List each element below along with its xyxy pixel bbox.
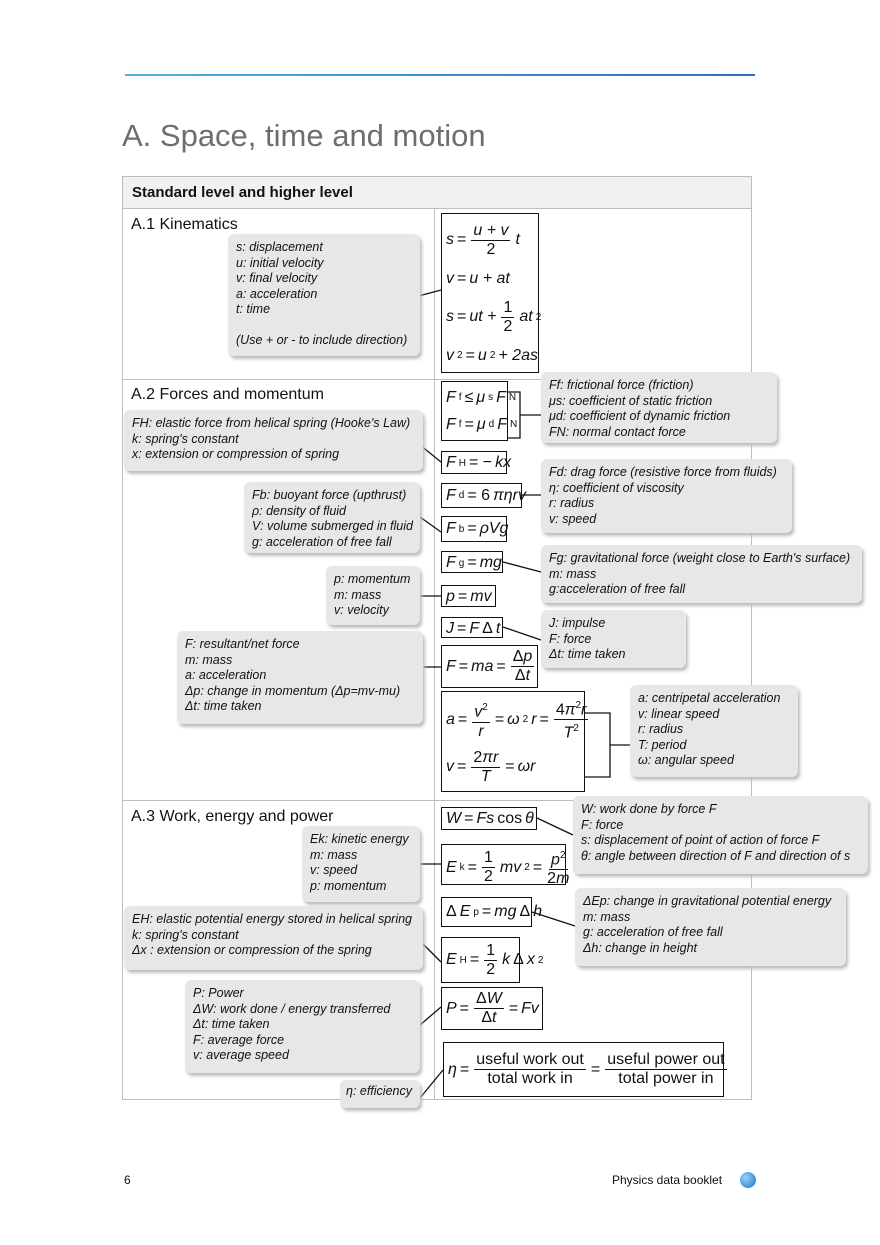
footer-title: Physics data booklet [612,1173,723,1187]
net-force-legend [177,631,423,724]
friction-equations: F f ≤ μ s F N F f = μ d F N [441,381,508,441]
legend-line: m: mass [549,566,597,581]
legend-line: g: acceleration of free fall [583,925,723,939]
legend-line: m: mass [583,909,631,924]
legend-line: k: spring's constant [132,431,239,446]
legend-line: FH: elastic force from helical spring (Hooke's Law) [132,416,411,430]
legend-line: η: coefficient of viscosity [549,480,684,495]
efficiency-equation: η = $\frac{\text{useful work out}}{\text{total work in}}$ = $\frac{\text{useful power out}}{\text{total power in}}$ [443,1042,724,1097]
newton-second-law-equation: F = ma = $\frac{\Delta p}{\Delta t}$ [441,645,538,688]
power-equation: P = $\frac{\Delta W}{\Delta t}$ = Fv [441,987,543,1030]
legend-line: μs: coefficient of static friction [549,393,713,408]
legend-line: Fg: gravitational force (weight close to Earth's surface) [549,551,851,565]
legend-line: Fb: buoyant force (upthrust) [252,488,407,502]
fraction-denominator: total power in [618,1070,714,1087]
legend-line: P: Power [193,986,244,1000]
section-a1-heading: A.1 Kinematics [131,216,238,233]
kinetic-energy-legend [302,826,420,902]
legend-line: θ: angle between direction of F and direction of s [581,848,851,863]
legend-line: m: mass [334,587,382,602]
gravitational-pe-equation: Δ E p = mg Δ h [441,897,532,927]
kinetic-energy-equation: E k = $\frac{1}{2}$ mv 2 = $\frac{p^2}{2m}$ [441,844,566,885]
gravity-legend [541,545,862,603]
impulse-legend [541,610,686,668]
legend-line: F: force [549,631,592,646]
legend-line: g:acceleration of free fall [549,582,686,596]
legend-line: Δh: change in height [583,940,698,955]
legend-line: (Use + or - to include direction) [236,332,408,347]
legend-line: J: impulse [549,616,606,630]
fraction-numerator: useful power out [607,1051,725,1068]
section-a2-heading: A.2 Forces and momentum [131,386,324,403]
legend-line: t: time [236,302,271,316]
legend-line: a: acceleration [236,286,318,301]
table-header: Standard level and higher level [122,176,752,209]
drag-legend [541,459,792,533]
legend-line: r: radius [549,496,595,510]
elastic-pe-legend [124,906,423,970]
legend-line: W: work done by force F [581,802,717,816]
legend-line: Δt: time taken [193,1017,270,1031]
legend-line: v: velocity [334,603,389,617]
header-rule [125,74,755,76]
legend-line: ΔEp: change in gravitational potential energy [583,894,832,908]
legend-line: x: extension or compression of spring [132,447,340,461]
legend-line: Δt: time taken [185,699,262,713]
legend-line: a: acceleration [185,668,267,682]
momentum-equation: p = mv [441,585,496,607]
legend-line: Δp: change in momentum (Δp=mv-mu) [185,683,401,698]
hooke-equation: F H = − kx [441,451,507,474]
legend-line: r: radius [638,722,684,736]
legend-line: Δt: time taken [549,647,626,661]
legend-line: ΔW: work done / energy transferred [193,1001,391,1016]
efficiency-legend [340,1080,420,1108]
legend-line: V: volume submerged in fluid [252,519,413,533]
work-equation: W = Fs cos θ [441,807,537,830]
legend-line: F: resultant/net force [185,637,300,651]
legend-line: p: momentum [334,572,411,586]
legend-line: s: displacement [236,240,323,254]
power-legend [185,980,420,1073]
fraction-denominator: total work in [487,1070,573,1087]
friction-legend [541,372,777,443]
impulse-equation: J = F Δ t [441,617,503,638]
legend-line: T: period [638,737,687,752]
ib-logo-icon [740,1172,756,1188]
legend-spacer [236,318,412,333]
legend-line: p: momentum [310,878,387,893]
legend-line: k: spring's constant [132,927,239,942]
section-a3-heading: A.3 Work, energy and power [131,808,334,825]
momentum-legend [326,566,420,625]
elastic-pe-equation: E H = $\frac{1}{2}$ k Δ x 2 [441,937,520,983]
legend-line: g: acceleration of free fall [252,534,392,549]
gravitational-pe-legend [575,888,846,966]
kinematics-legend [228,234,420,356]
hooke-legend [124,410,423,471]
page-number: 6 [124,1173,131,1187]
buoyancy-equation: F b = ρVg [441,516,507,542]
drag-equation: F d = 6 πηrv [441,483,522,508]
column-divider [434,209,435,1100]
legend-line: a: centripetal acceleration [638,691,781,705]
legend-line: v: final velocity [236,271,318,285]
kinematics-equations: s = $\frac{u + v}{2}$ t v = u + at s = ut + $\frac{1}{2}$ at 2 v 2 = u 2 + 2as [441,213,539,373]
legend-line: Δx : extension or compression of the spring [132,943,372,957]
legend-line: s: displacement of point of action of force F [581,833,820,847]
legend-line: m: mass [310,847,358,862]
legend-line: v: speed [310,863,358,877]
circular-motion-legend [630,685,798,777]
circular-motion-equations: a = $\frac{v^2}{r}$ = ω 2 r = $\frac{4\pi^2r}{T^2}$ v = $\frac{2\pi r}{T}$ = ωr [441,691,585,792]
legend-line: ω: angular speed [638,753,734,767]
legend-line: EH: elastic potential energy stored in helical spring [132,912,413,926]
legend-line: Fd: drag force (resistive force from fluids) [549,465,777,479]
legend-line: v: average speed [193,1048,289,1062]
legend-line: FN: normal contact force [549,424,686,439]
legend-line: Ff: frictional force (friction) [549,378,694,392]
work-legend [573,796,868,874]
fraction-numerator: useful work out [476,1051,584,1068]
legend-line: Ek: kinetic energy [310,832,409,846]
legend-line: m: mass [185,652,233,667]
legend-line: F: force [581,817,624,832]
page-title: A. Space, time and motion [122,118,486,153]
legend-line: μd: coefficient of dynamic friction [549,409,731,423]
legend-line: u: initial velocity [236,255,324,270]
legend-line: η: efficiency [346,1084,412,1098]
buoyancy-legend [244,482,420,553]
legend-line: ρ: density of fluid [252,503,347,518]
legend-line: v: speed [549,511,597,526]
weight-equation: F g = mg [441,551,503,573]
legend-line: F: average force [193,1032,285,1047]
legend-line: v: linear speed [638,706,720,721]
